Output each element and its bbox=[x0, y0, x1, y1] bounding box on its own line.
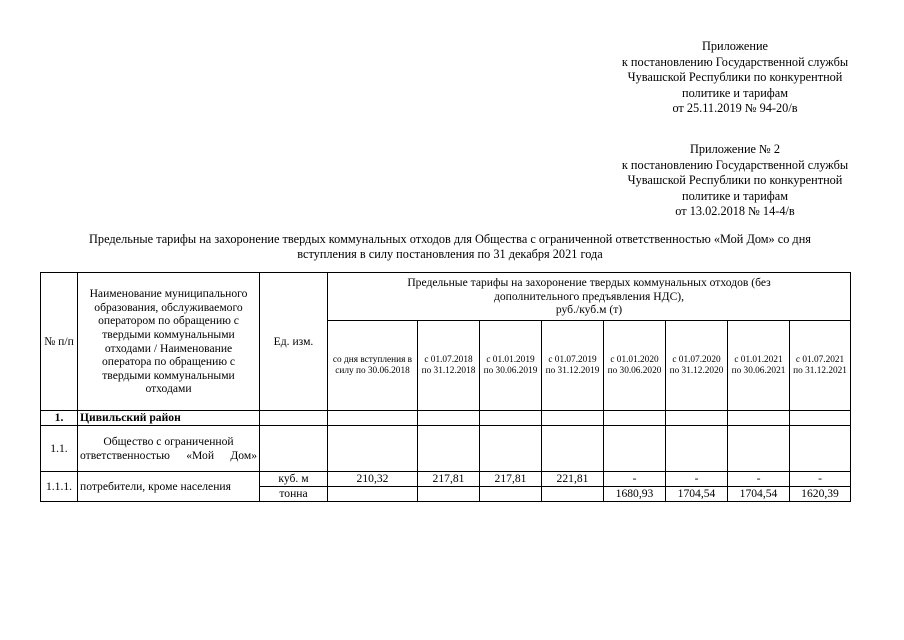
district-name: Цивильский район bbox=[78, 411, 260, 426]
annex-2-line: Приложение № 2 bbox=[689, 142, 781, 156]
value-cell: - bbox=[790, 472, 851, 487]
empty-cell bbox=[666, 411, 728, 426]
empty-cell bbox=[604, 426, 666, 472]
header-name: Наименование муниципального образования, обслуживаемого оператором по обращению с твердыми коммунальными отходами / Наименование оператора по обращению с твердыми коммунальными отходами bbox=[78, 273, 260, 411]
empty-cell bbox=[328, 411, 418, 426]
header-price-line-2: дополнительного предъявления НДС), bbox=[493, 289, 685, 303]
empty-cell bbox=[480, 426, 542, 472]
empty-cell bbox=[418, 411, 480, 426]
value-cell bbox=[542, 487, 604, 502]
header-period: с 01.07.2018 по 31.12.2018 bbox=[418, 321, 480, 411]
unit-cell: куб. м bbox=[260, 472, 328, 487]
empty-cell bbox=[728, 426, 790, 472]
value-cell: - bbox=[604, 472, 666, 487]
empty-cell bbox=[790, 426, 851, 472]
header-period: с 01.01.2020 по 30.06.2020 bbox=[604, 321, 666, 411]
table-row-consumers-m3 bbox=[41, 472, 851, 487]
value-cell: - bbox=[728, 472, 790, 487]
document-title-line-2: вступления в силу постановления по 31 декабря 2021 года bbox=[297, 247, 603, 261]
header-price-line-3: руб./куб.м (т) bbox=[555, 303, 623, 317]
document-title bbox=[40, 232, 860, 262]
district-number: 1. bbox=[41, 411, 78, 426]
empty-cell bbox=[604, 411, 666, 426]
value-cell bbox=[328, 487, 418, 502]
empty-cell bbox=[260, 426, 328, 472]
consumers-name: потребители, кроме населения bbox=[78, 472, 260, 502]
empty-cell bbox=[418, 426, 480, 472]
tariff-table bbox=[40, 272, 851, 502]
empty-cell bbox=[728, 411, 790, 426]
value-cell: 1620,39 bbox=[790, 487, 851, 502]
empty-cell bbox=[666, 426, 728, 472]
header-price-group bbox=[328, 273, 851, 321]
value-cell: 210,32 bbox=[328, 472, 418, 487]
annex-1-line: политике и тарифам bbox=[681, 85, 788, 100]
value-cell: 217,81 bbox=[480, 472, 542, 487]
table-row-operator bbox=[41, 426, 851, 472]
empty-cell bbox=[542, 411, 604, 426]
annex-1-line: Чувашской Республики по конкурентной bbox=[627, 70, 843, 85]
header-period: с 01.07.2021 по 31.12.2021 bbox=[790, 321, 851, 411]
value-cell: 217,81 bbox=[418, 472, 480, 487]
consumers-number: 1.1.1. bbox=[41, 472, 78, 502]
header-number: № п/п bbox=[41, 273, 78, 411]
empty-cell bbox=[260, 411, 328, 426]
annex-1-header bbox=[600, 39, 870, 117]
header-unit: Ед. изм. bbox=[260, 273, 328, 411]
empty-cell bbox=[790, 411, 851, 426]
empty-cell bbox=[328, 426, 418, 472]
header-period: с 01.01.2019 по 30.06.2019 bbox=[480, 321, 542, 411]
document-title-line-1: Предельные тарифы на захоронение твердых коммунальных отходов для Общества с ограниченной ответственностью «Мой Дом» со дня bbox=[89, 232, 811, 246]
header-period: со дня вступления в силу по 30.06.2018 bbox=[328, 321, 418, 411]
operator-number: 1.1. bbox=[41, 426, 78, 472]
value-cell: - bbox=[666, 472, 728, 487]
unit-cell: тонна bbox=[260, 487, 328, 502]
empty-cell bbox=[480, 411, 542, 426]
annex-2-line: к постановлению Государственной службы bbox=[621, 157, 849, 172]
table-row-district bbox=[41, 411, 851, 426]
annex-2-line: политике и тарифам bbox=[681, 188, 788, 203]
header-period: с 01.07.2020 по 31.12.2020 bbox=[666, 321, 728, 411]
annex-2-line: от 13.02.2018 № 14-4/в bbox=[675, 204, 795, 219]
annex-2-line: Чувашской Республики по конкурентной bbox=[627, 173, 843, 188]
value-cell bbox=[480, 487, 542, 502]
value-cell: 221,81 bbox=[542, 472, 604, 487]
header-period: с 01.01.2021 по 30.06.2021 bbox=[728, 321, 790, 411]
value-cell: 1704,54 bbox=[666, 487, 728, 502]
header-price-line-1: Предельные тарифы на захоронение твердых коммунальных отходов (без bbox=[407, 276, 771, 289]
value-cell: 1704,54 bbox=[728, 487, 790, 502]
annex-1-line: от 25.11.2019 № 94-20/в bbox=[672, 101, 798, 116]
value-cell bbox=[418, 487, 480, 502]
annex-2-header bbox=[600, 142, 870, 220]
operator-name: Общество с ограниченной ответственностью «Мой Дом» bbox=[78, 426, 260, 472]
annex-1-line: к постановлению Государственной службы bbox=[621, 54, 849, 69]
annex-1-line: Приложение bbox=[702, 39, 768, 53]
empty-cell bbox=[542, 426, 604, 472]
header-period: с 01.07.2019 по 31.12.2019 bbox=[542, 321, 604, 411]
value-cell: 1680,93 bbox=[604, 487, 666, 502]
